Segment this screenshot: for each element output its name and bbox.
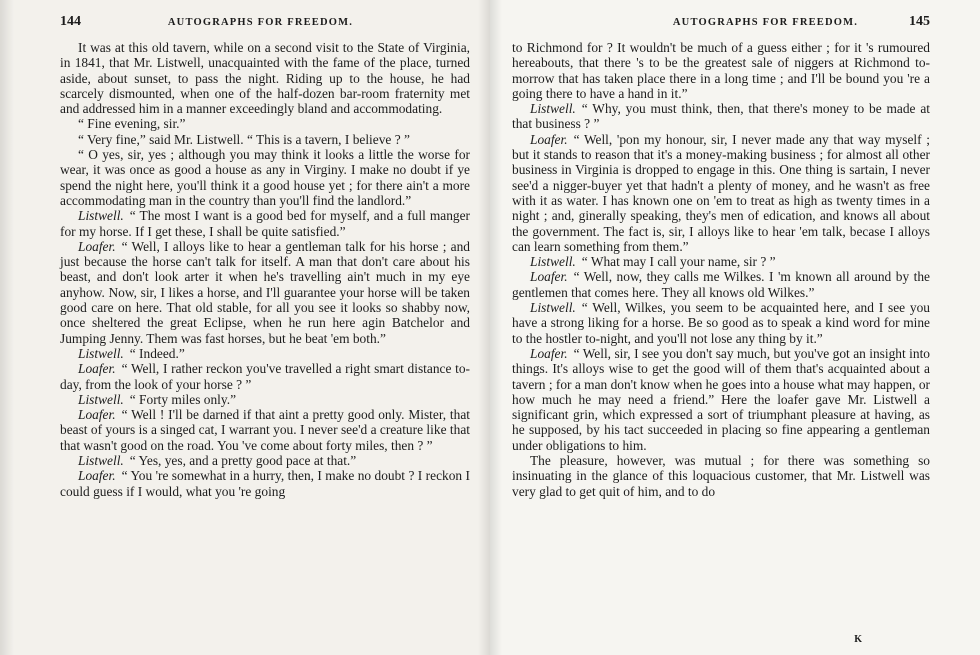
speaker-label: Listwell.	[530, 101, 576, 117]
speaker-label: Loafer.	[78, 407, 116, 423]
paragraph-text: “ Forty miles only.”	[129, 391, 237, 407]
speaker-label: Listwell.	[78, 453, 124, 469]
right-page-number: 145	[908, 14, 930, 29]
speaker-label: Listwell.	[530, 254, 576, 270]
left-running-head: AUTOGRAPHS FOR FREEDOM.	[167, 17, 354, 28]
paragraph-text: “ Why, you must think, then, that there's money to be made at that business ? ”	[512, 101, 930, 132]
right-page-body	[512, 40, 930, 499]
paragraph-text: to Richmond for ? It wouldn't be much of a guess either ; for it 's rumoured hereabouts, that there 's to be the greatest sale of niggers at Richmond to-morrow that has taken place there in a long time ; and I'll be bound you 're a going there to have a hand in it.”	[512, 40, 930, 101]
paragraph-text: “ O yes, sir, yes ; although you may think it looks a little the worse for wear, it was once as good a house as any in Virginy. I make no doubt if ye spend the night here, you'll think it a good house yet ; for there ain't a more accommodating man in the country than you'll find the landlord.”	[60, 147, 470, 208]
right-running-head: AUTOGRAPHS FOR FREEDOM.	[672, 17, 859, 28]
speaker-label: Loafer.	[530, 345, 568, 361]
paragraph-text: The pleasure, however, was mutual ; for there was something so insinuating in the glance of this loquacious customer, that Mr. Listwell was very glad to get quit of him, and to do	[512, 453, 930, 499]
speaker-label: Loafer.	[78, 238, 116, 254]
paragraph	[60, 208, 470, 239]
speaker-label: Listwell.	[78, 345, 124, 361]
left-page-header	[60, 14, 470, 36]
speaker-label: Loafer.	[78, 361, 116, 377]
paragraph	[512, 269, 930, 300]
paragraph	[60, 346, 470, 361]
paragraph	[512, 40, 930, 101]
speaker-label: Loafer.	[530, 269, 568, 285]
paragraph-text: “ The most I want is a good bed for myself, and a full manger for my horse. If I get these, I shall be quite satisfied.”	[60, 208, 470, 239]
paragraph-text: “ Well, sir, I see you don't say much, but you've got an insight into things. It's alloys wise to get the good will of them that's acquainted about a tavern ; for a man don't know when he goes into a house what may happen, or how much he may need a friend.” Here the loafer gave Mr. Listwell a significant grin, which expressed a sort of triumphant pleasure at having, as he supposed, by his tact succeeded in placing so fine appearing a gentleman under obligations to him.	[512, 345, 930, 453]
page-edge-shadow	[0, 0, 14, 655]
speaker-label: Loafer.	[78, 468, 116, 484]
book-gutter	[478, 0, 502, 655]
speaker-label: Listwell.	[78, 391, 124, 407]
paragraph	[512, 300, 930, 346]
paragraph-text: “ You 're somewhat in a hurry, then, I make no doubt ? I reckon I could guess if I would, what you 're going	[60, 468, 470, 499]
paragraph	[512, 254, 930, 269]
paragraph-text: “ Well ! I'll be darned if that aint a pretty good only. Mister, that beast of yours is a singed cat, I warrant you. I never see'd a creature like that that wasn't good on the road. You 've come about forty miles, then ? ”	[60, 407, 470, 453]
paragraph-text: “ Well, Wilkes, you seem to be acquainted here, and I see you have a strong liking for a horse. Be so good as to speak a kind word for mine to the hostler to-night, and you'll not lose any thing by it.”	[512, 300, 930, 346]
paragraph-text: “ Well, now, they calls me Wilkes. I 'm known all around by the gentlemen that comes here. They all knows old Wilkes.”	[512, 269, 930, 300]
paragraph	[60, 239, 470, 346]
right-page-header	[512, 14, 930, 36]
paragraph-text: “ What may I call your name, sir ? ”	[581, 254, 776, 270]
paragraph	[60, 468, 470, 499]
paragraph	[60, 361, 470, 392]
paragraph	[512, 453, 930, 499]
paragraph	[60, 147, 470, 208]
paragraph-text: It was at this old tavern, while on a second visit to the State of Virginia, in 1841, that Mr. Listwell, unacquainted with the fame of the place, turned aside, about sunset, to pass the night. Riding up to the house, he had scarcely dismounted, when one of the half-dozen bar-room fraternity met and addressed him in a manner exceedingly bland and accommodating.	[60, 40, 470, 117]
paragraph-text: “ Well, I rather reckon you've travelled a right smart distance to-day, from the look of your horse ? ”	[60, 361, 470, 392]
signature-mark: K	[854, 634, 862, 645]
right-page	[490, 0, 980, 655]
left-page-number: 144	[60, 14, 81, 29]
paragraph	[512, 101, 930, 132]
speaker-label: Listwell.	[78, 208, 124, 224]
paragraph	[60, 132, 470, 147]
paragraph	[60, 453, 470, 468]
paragraph	[512, 346, 930, 453]
left-page-body	[60, 40, 470, 499]
paragraph-text: “ Well, 'pon my honour, sir, I never made any that way myself ; but it stands to reason that it's a money-making business ; for almost all other business in Virginia is dropped to engage in this. One thing is sartain, I never see'd a nigger-buyer yet that hadn't a plenty of money, and he wasn't as free with it as water. I has known one on 'em to treat as high as twenty times in a night ; and, ginerally speaking, they's men of edication, and knows all about the government. The fact is, sir, I alloys like to hear 'em talk, becase I alloys can learn something from them.”	[512, 131, 930, 254]
paragraph-text: “ Indeed.”	[129, 345, 185, 361]
paragraph-text: “ Very fine,” said Mr. Listwell. “ This is a tavern, I believe ? ”	[78, 131, 410, 147]
speaker-label: Loafer.	[530, 131, 568, 147]
paragraph-text: “ Well, I alloys like to hear a gentleman talk for his horse ; and just because the horse can't talk for itself. A man that don't care about his beast, and don't look arter it when he's travelling ain't much in my eye anyhow. Now, sir, I likes a horse, and I'll guarantee your horse will be taken good care on here. That old stable, for all you see it looks so shabby now, once sheltered the great Eclipse, when he run here agin Batchelor and Jumping Jenny. Them was fast horses, but he beat 'em both.”	[60, 238, 470, 346]
paragraph-text: “ Fine evening, sir.”	[78, 116, 186, 132]
paragraph	[512, 132, 930, 254]
paragraph	[60, 116, 470, 131]
paragraph	[60, 407, 470, 453]
speaker-label: Listwell.	[530, 300, 576, 316]
paragraph-text: “ Yes, yes, and a pretty good pace at that.”	[129, 453, 357, 469]
paragraph	[60, 40, 470, 116]
paragraph	[60, 392, 470, 407]
